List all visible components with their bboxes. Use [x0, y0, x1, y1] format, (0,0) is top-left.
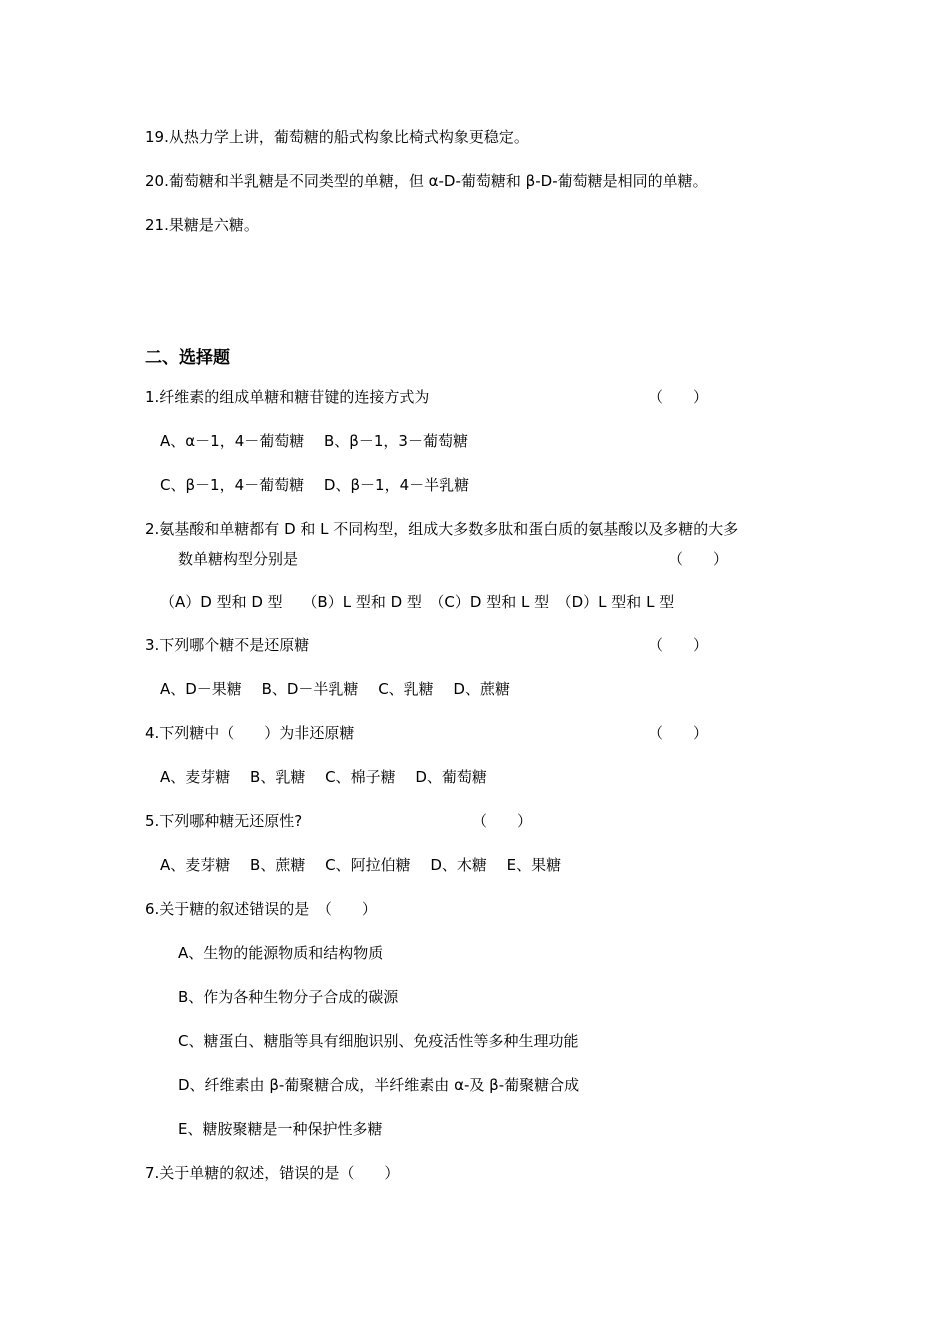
question-2-stem-line-2: 数单糖构型分别是 [178, 550, 299, 568]
question-1-answer-blank: （ ） [648, 388, 709, 406]
question-1-options-line-1: A、α－1，4－葡萄糖 B、β－1，3－葡萄糖 [160, 432, 468, 450]
question-3-options: A、D－果糖 B、D－半乳糖 C、乳糖 D、蔗糖 [160, 680, 510, 698]
question-6-option-a: A、生物的能源物质和结构物质 [178, 944, 384, 962]
question-6-stem: 6.关于糖的叙述错误的是 （ ） [145, 900, 377, 918]
question-4-stem: 4.下列糖中（ ）为非还原糖 [145, 724, 355, 742]
question-3-answer-blank: （ ） [648, 636, 709, 654]
tf-item-21: 21.果糖是六糖。 [145, 216, 259, 234]
question-6-option-d: D、纤维素由 β-葡聚糖合成，半纤维素由 α-及 β-葡聚糖合成 [178, 1076, 580, 1094]
question-2-options: （A）D 型和 D 型 （B）L 型和 D 型 （C）D 型和 L 型 （D）L 型和 L 型 [160, 593, 675, 611]
section-heading: 二、选择题 [145, 348, 230, 368]
question-1-options-line-2: C、β－1，4－葡萄糖 D、β－1，4－半乳糖 [160, 476, 470, 494]
question-6-option-b: B、作为各种生物分子合成的碳源 [178, 988, 399, 1006]
question-2-stem-line-1: 2.氨基酸和单糖都有 D 和 L 不同构型，组成大多数多肽和蛋白质的氨基酸以及多糖的大多 [145, 520, 739, 538]
question-6-option-c: C、糖蛋白、糖脂等具有细胞识别、免疫活性等多种生理功能 [178, 1032, 579, 1050]
question-5-stem: 5.下列哪种糖无还原性? [145, 812, 303, 830]
tf-item-19: 19.从热力学上讲，葡萄糖的船式构象比椅式构象更稳定。 [145, 128, 529, 146]
question-5-answer-blank: （ ） [472, 812, 533, 830]
question-3-stem: 3.下列哪个糖不是还原糖 [145, 636, 310, 654]
question-4-options: A、麦芽糖 B、乳糖 C、棉子糖 D、葡萄糖 [160, 768, 487, 786]
tf-item-20: 20.葡萄糖和半乳糖是不同类型的单糖，但 α-D-葡萄糖和 β-D-葡萄糖是相同的单糖。 [145, 172, 708, 190]
question-4-answer-blank: （ ） [648, 724, 709, 742]
question-1-stem: 1.纤维素的组成单糖和糖苷键的连接方式为 [145, 388, 430, 406]
question-5-options: A、麦芽糖 B、蔗糖 C、阿拉伯糖 D、木糖 E、果糖 [160, 856, 562, 874]
question-7-stem: 7.关于单糖的叙述，错误的是（ ） [145, 1164, 400, 1182]
question-2-answer-blank: （ ） [668, 550, 729, 568]
question-6-option-e: E、糖胺聚糖是一种保护性多糖 [178, 1120, 383, 1138]
